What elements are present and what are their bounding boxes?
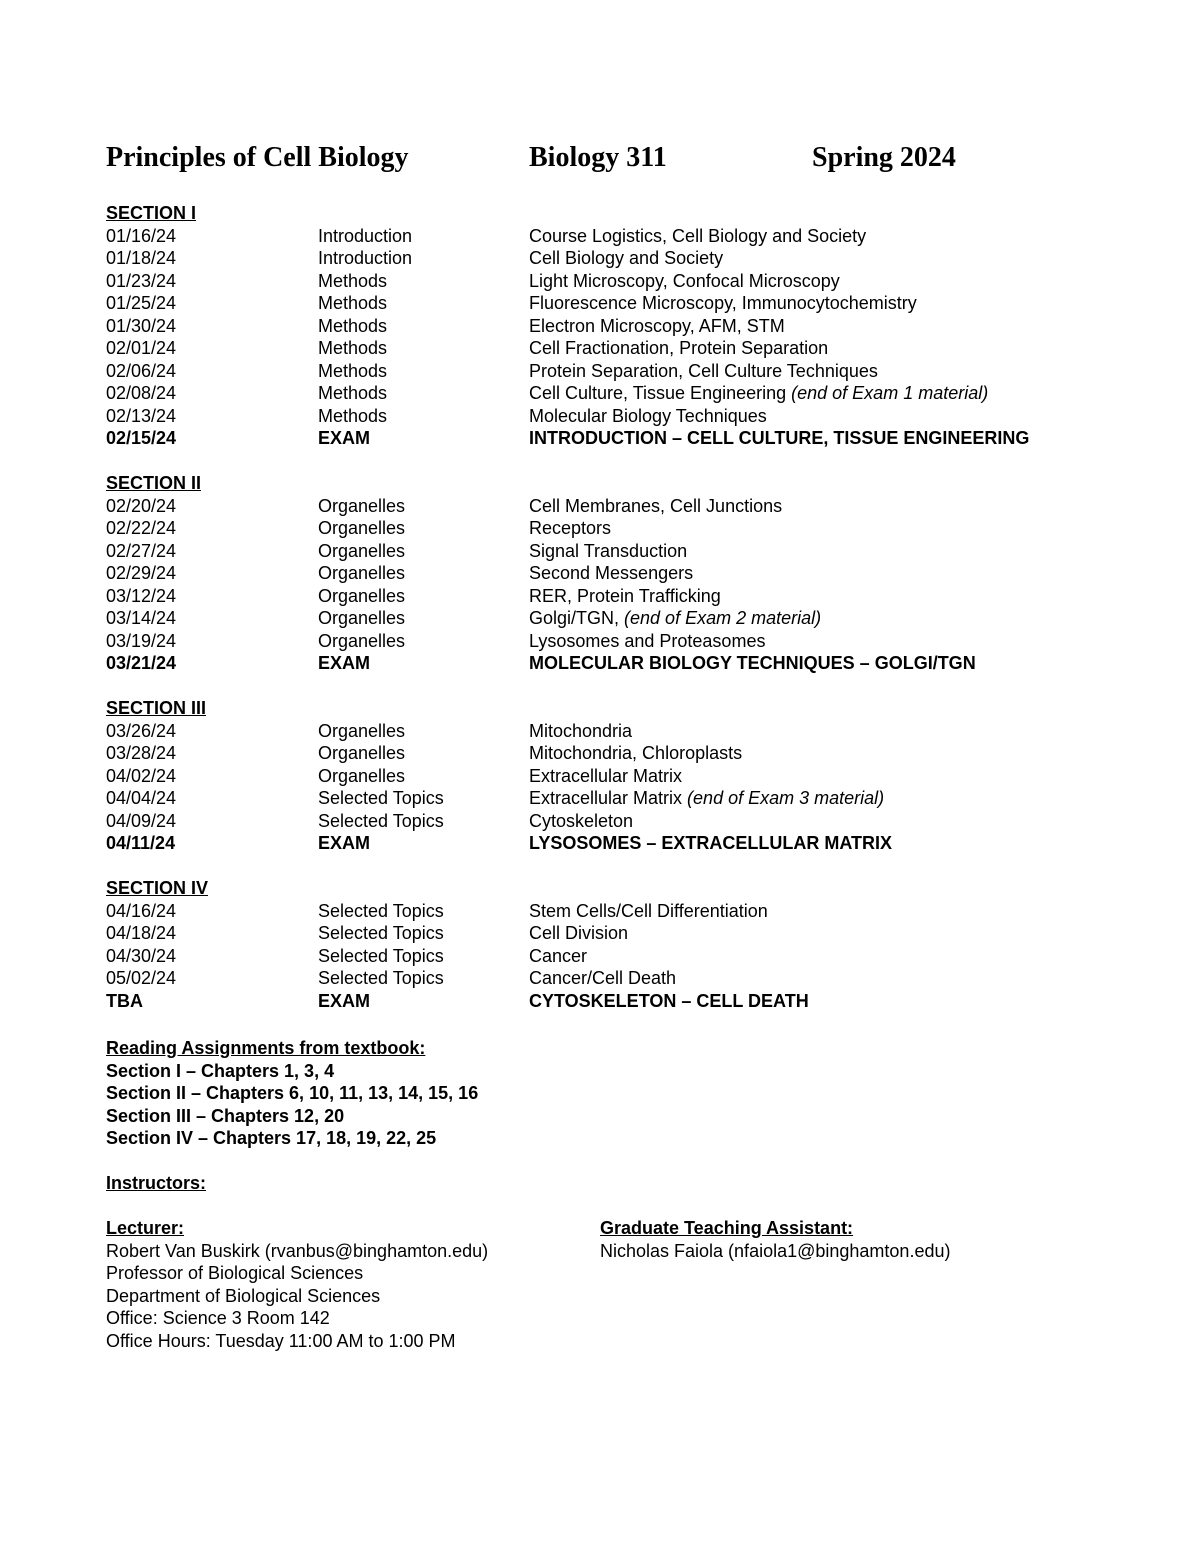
schedule-row	[106, 495, 1106, 518]
row-topic	[529, 315, 785, 338]
row-date: 04/16/24	[106, 900, 177, 921]
row-category: Organelles	[318, 608, 406, 628]
row-topic	[529, 900, 768, 923]
row-topic-text: Cell Fractionation, Protein Separation	[529, 338, 829, 358]
row-topic	[529, 720, 632, 743]
row-category: Selected Topics	[318, 900, 444, 921]
row-category: Selected Topics	[318, 788, 444, 808]
row-date: 04/11/24	[106, 833, 176, 853]
row-category: Selected Topics	[318, 945, 444, 966]
row-topic	[529, 810, 633, 833]
row-date: 04/18/24	[106, 923, 177, 943]
row-topic	[529, 382, 988, 405]
document-title	[106, 142, 1106, 182]
row-date: 03/14/24	[106, 608, 177, 628]
row-topic	[529, 922, 628, 945]
section-heading: SECTION IV	[106, 878, 209, 898]
row-date: 02/29/24	[106, 563, 177, 583]
row-topic	[529, 225, 866, 248]
row-topic-text: Mitochondria, Chloroplasts	[529, 743, 743, 763]
row-topic	[529, 337, 828, 360]
row-date: 04/04/24	[106, 788, 177, 808]
row-category: Organelles	[318, 630, 406, 651]
row-date: 04/30/24	[106, 945, 177, 966]
schedule-row	[106, 607, 1106, 630]
row-topic	[529, 270, 840, 293]
row-topic-text: Lysosomes and Proteasomes	[529, 630, 766, 651]
exam-row	[106, 427, 1106, 450]
row-topic-text: Second Messengers	[529, 563, 694, 583]
row-category: EXAM	[318, 428, 371, 448]
row-category: EXAM	[318, 653, 371, 673]
row-topic	[529, 765, 682, 788]
row-date: TBA	[106, 990, 143, 1011]
lecturer-heading: Lecturer:	[106, 1218, 185, 1238]
lecturer-office: Office: Science 3 Room 142	[106, 1308, 330, 1328]
row-topic-text: Cytoskeleton	[529, 810, 634, 831]
row-topic-text: Extracellular Matrix	[529, 788, 688, 808]
row-topic-text: Fluorescence Microscopy, Immunocytochemistry	[529, 293, 917, 313]
row-date: 01/30/24	[106, 315, 177, 336]
row-topic	[529, 607, 821, 630]
row-date: 01/23/24	[106, 270, 177, 291]
reading-item: Section II – Chapters 6, 10, 11, 13, 14, 15, 16	[106, 1083, 479, 1104]
row-category: Organelles	[318, 518, 406, 538]
row-topic-text: Stem Cells/Cell Differentiation	[529, 900, 768, 921]
schedule-row	[106, 517, 1106, 540]
row-topic-text: Cancer	[529, 945, 588, 966]
schedule-row	[106, 360, 1106, 383]
schedule-row	[106, 337, 1106, 360]
row-category: Methods	[318, 338, 388, 358]
row-date: 02/06/24	[106, 360, 177, 381]
gta-heading: Graduate Teaching Assistant:	[600, 1218, 854, 1238]
row-topic-text: Electron Microscopy, AFM, STM	[529, 315, 785, 336]
section-heading: SECTION III	[106, 698, 207, 718]
course-code: Biology 311	[529, 142, 667, 173]
row-topic-text: Cell Division	[529, 923, 629, 943]
schedule-row	[106, 945, 1106, 968]
row-date: 01/25/24	[106, 293, 177, 313]
row-topic	[529, 585, 721, 608]
row-topic-text: Protein Separation, Cell Culture Techniques	[529, 360, 878, 381]
row-topic-text: CYTOSKELETON – CELL DEATH	[529, 990, 809, 1011]
section-spacer	[106, 855, 1106, 878]
row-category: Organelles	[318, 765, 406, 786]
course-schedule	[106, 202, 1106, 1012]
row-topic-text: RER, Protein Trafficking	[529, 585, 721, 606]
row-topic-text: LYSOSOMES – EXTRACELLULAR MATRIX	[529, 833, 893, 853]
schedule-row	[106, 922, 1106, 945]
row-note: (end of Exam 1 material)	[791, 383, 989, 403]
row-date: 02/01/24	[106, 338, 177, 358]
row-category: Selected Topics	[318, 923, 444, 943]
row-topic	[529, 742, 742, 765]
schedule-row	[106, 742, 1106, 765]
row-topic-text: INTRODUCTION – CELL CULTURE, TISSUE ENGINEERING	[529, 428, 1030, 448]
row-topic	[529, 562, 693, 585]
row-topic	[529, 405, 767, 428]
row-topic	[529, 517, 611, 540]
schedule-row	[106, 292, 1106, 315]
schedule-row	[106, 787, 1106, 810]
row-category: Methods	[318, 315, 388, 336]
schedule-row	[106, 900, 1106, 923]
schedule-row	[106, 585, 1106, 608]
exam-row	[106, 652, 1106, 675]
row-date: 02/08/24	[106, 383, 177, 403]
row-topic	[529, 292, 917, 315]
row-date: 03/19/24	[106, 630, 177, 651]
row-topic	[529, 540, 687, 563]
row-date: 02/22/24	[106, 518, 177, 538]
lecturer-title: Professor of Biological Sciences	[106, 1263, 364, 1283]
row-date: 02/13/24	[106, 405, 177, 426]
row-topic	[529, 630, 765, 653]
exam-row	[106, 990, 1106, 1013]
gta-name-email: Nicholas Faiola (nfaiola1@binghamton.edu)	[600, 1240, 951, 1261]
row-date: 03/12/24	[106, 585, 177, 606]
row-topic	[529, 652, 976, 675]
row-date: 03/21/24	[106, 653, 177, 673]
schedule-row	[106, 540, 1106, 563]
row-category: Organelles	[318, 585, 406, 606]
row-category: Methods	[318, 293, 388, 313]
row-category: Organelles	[318, 720, 406, 741]
row-category: Methods	[318, 360, 388, 381]
row-topic	[529, 945, 587, 968]
row-topic	[529, 495, 782, 518]
schedule-row	[106, 720, 1106, 743]
lecturer-name-email: Robert Van Buskirk (rvanbus@binghamton.edu)	[106, 1240, 489, 1261]
row-topic-text: Receptors	[529, 518, 612, 538]
row-category: Organelles	[318, 540, 406, 561]
schedule-row	[106, 562, 1106, 585]
reading-assignments	[106, 1037, 478, 1150]
row-category: Introduction	[318, 248, 413, 268]
row-topic-text: Extracellular Matrix	[529, 765, 683, 786]
row-date: 01/16/24	[106, 225, 177, 246]
row-category: Organelles	[318, 743, 406, 763]
row-topic	[529, 427, 1029, 450]
schedule-row	[106, 810, 1106, 833]
schedule-row	[106, 247, 1106, 270]
schedule-row	[106, 382, 1106, 405]
row-topic-text: Golgi/TGN,	[529, 608, 625, 628]
section-spacer	[106, 450, 1106, 473]
row-category: Organelles	[318, 495, 406, 516]
row-topic-text: Light Microscopy, Confocal Microscopy	[529, 270, 840, 291]
row-topic	[529, 967, 676, 990]
course-name: Principles of Cell Biology	[106, 142, 409, 173]
row-date: 03/28/24	[106, 743, 177, 763]
row-category: Introduction	[318, 225, 413, 246]
row-category: Methods	[318, 270, 388, 291]
row-topic	[529, 247, 723, 270]
section-heading: SECTION II	[106, 473, 202, 493]
row-topic-text: Cancer/Cell Death	[529, 968, 677, 988]
section-spacer	[106, 675, 1106, 698]
row-date: 04/09/24	[106, 810, 177, 831]
row-topic-text: Mitochondria	[529, 720, 633, 741]
section-heading: SECTION I	[106, 203, 197, 223]
row-topic-text: MOLECULAR BIOLOGY TECHNIQUES – GOLGI/TGN	[529, 653, 976, 673]
lecturer-block	[106, 1217, 488, 1352]
row-category: Methods	[318, 383, 388, 403]
row-category: Selected Topics	[318, 968, 444, 988]
row-topic-text: Cell Biology and Society	[529, 248, 724, 268]
row-date: 05/02/24	[106, 968, 177, 988]
row-topic-text: Course Logistics, Cell Biology and Society	[529, 225, 867, 246]
row-topic	[529, 990, 809, 1013]
schedule-row	[106, 630, 1106, 653]
row-topic-text: Cell Culture, Tissue Engineering	[529, 383, 792, 403]
row-date: 01/18/24	[106, 248, 177, 268]
row-category: EXAM	[318, 833, 371, 853]
lecturer-department: Department of Biological Sciences	[106, 1285, 381, 1306]
row-topic-text: Signal Transduction	[529, 540, 688, 561]
instructors-heading: Instructors:	[106, 1173, 207, 1193]
reading-heading: Reading Assignments from textbook:	[106, 1038, 426, 1058]
gta-block	[600, 1217, 950, 1262]
schedule-row	[106, 270, 1106, 293]
row-date: 02/20/24	[106, 495, 177, 516]
schedule-row	[106, 225, 1106, 248]
row-topic	[529, 360, 878, 383]
reading-item: Section IV – Chapters 17, 18, 19, 22, 25	[106, 1128, 437, 1149]
exam-row	[106, 832, 1106, 855]
row-date: 03/26/24	[106, 720, 177, 741]
schedule-row	[106, 967, 1106, 990]
row-category: Selected Topics	[318, 810, 444, 831]
lecturer-office-hours: Office Hours: Tuesday 11:00 AM to 1:00 PM	[106, 1330, 456, 1351]
row-note: (end of Exam 3 material)	[687, 788, 885, 808]
schedule-row	[106, 765, 1106, 788]
row-topic	[529, 787, 884, 810]
row-date: 02/27/24	[106, 540, 177, 561]
course-term: Spring 2024	[812, 142, 956, 173]
row-topic	[529, 832, 892, 855]
row-date: 04/02/24	[106, 765, 177, 786]
reading-item: Section I – Chapters 1, 3, 4	[106, 1060, 335, 1081]
row-topic-text: Molecular Biology Techniques	[529, 405, 767, 426]
row-note: (end of Exam 2 material)	[624, 608, 822, 628]
row-date: 02/15/24	[106, 428, 177, 448]
row-category: EXAM	[318, 990, 371, 1011]
schedule-row	[106, 405, 1106, 428]
row-category: Organelles	[318, 563, 406, 583]
reading-item: Section III – Chapters 12, 20	[106, 1105, 345, 1126]
schedule-row	[106, 315, 1106, 338]
row-topic-text: Cell Membranes, Cell Junctions	[529, 495, 783, 516]
row-category: Methods	[318, 405, 388, 426]
